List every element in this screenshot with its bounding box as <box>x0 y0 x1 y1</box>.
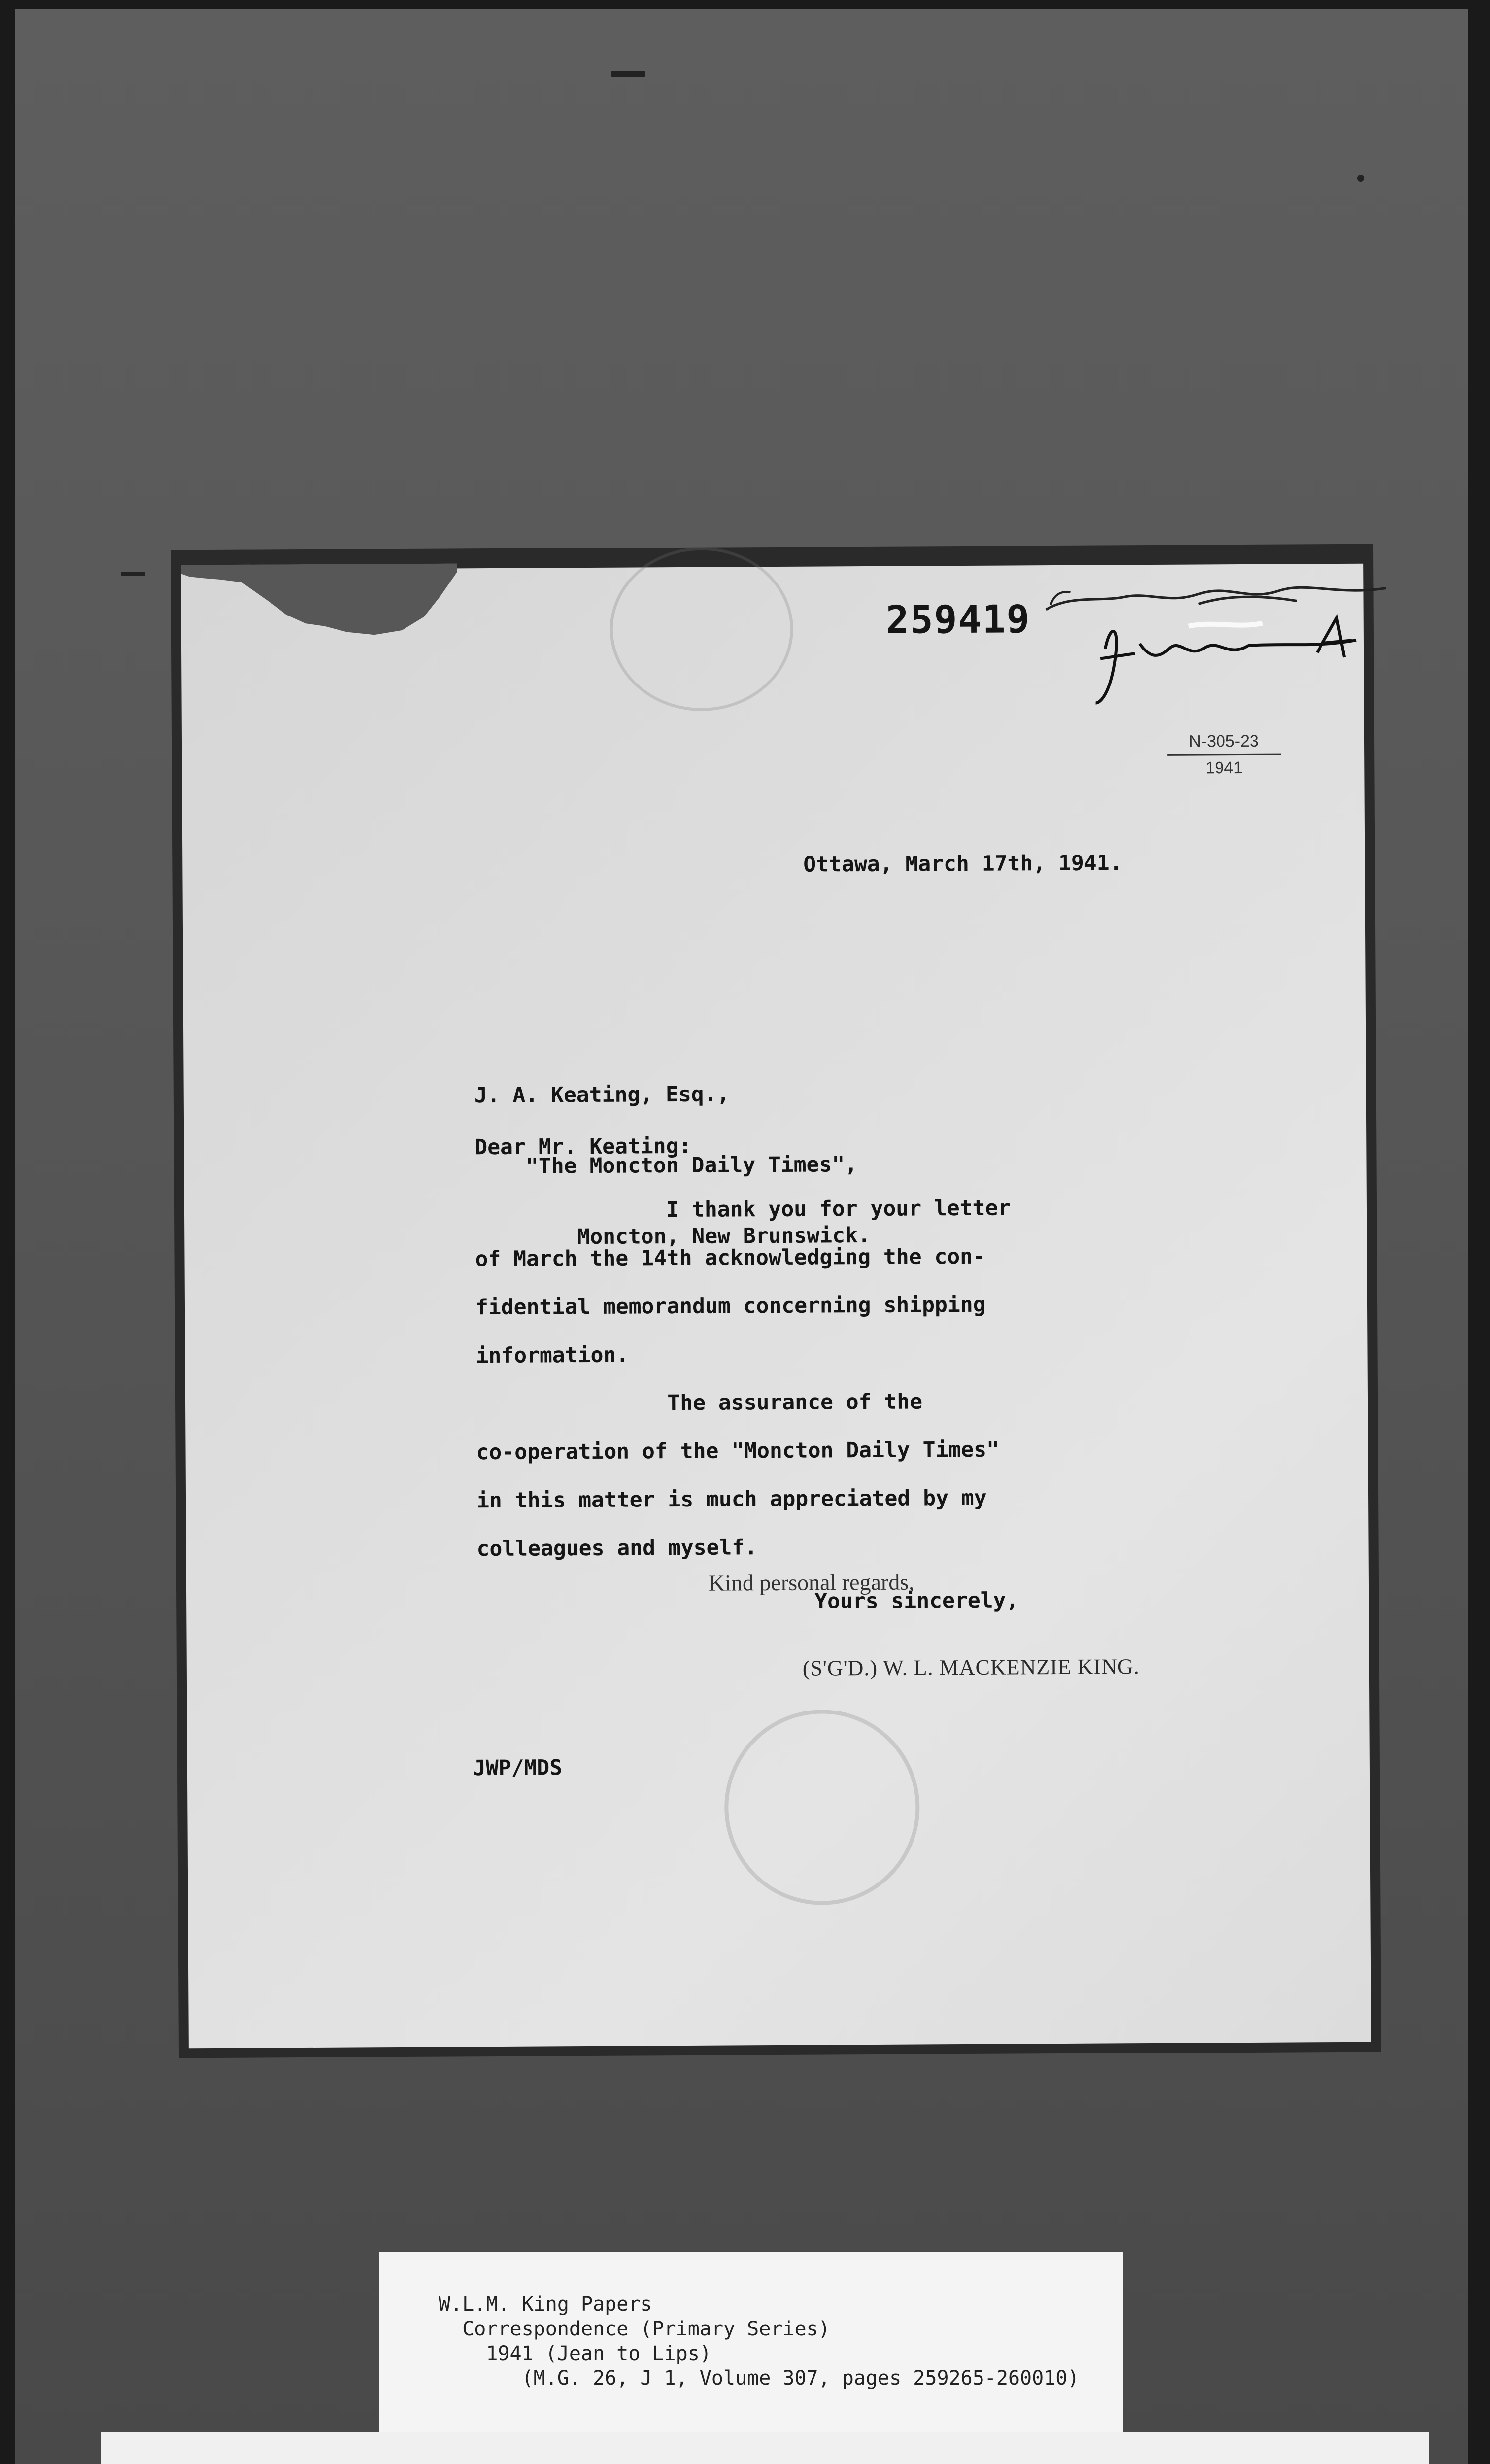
address-line: J. A. Keating, Esq., <box>474 1082 730 1108</box>
address-line: Moncton, New Brunswick. <box>475 1223 871 1250</box>
body-line: The assurance of the <box>475 1389 923 1417</box>
catalog-line: Correspondence (Primary Series) <box>439 2318 830 2340</box>
body-line: fidential memorandum concerning shipping <box>475 1292 986 1320</box>
file-reference-year: 1941 <box>1205 758 1243 778</box>
letter-page <box>181 564 1371 2049</box>
typist-initials: JWP/MDS <box>473 1755 563 1781</box>
catalog-card <box>379 2252 1123 2434</box>
body-line: co-operation of the "Moncton Daily Times" <box>476 1437 1000 1465</box>
signature-stamp: (S'G'D.) W. L. MACKENZIE KING. <box>802 1654 1140 1680</box>
document-number: 259419 <box>885 597 1031 643</box>
faint-seal-stamp <box>610 547 794 712</box>
handwritten-annotation <box>1041 573 1396 743</box>
torn-corner <box>181 563 458 713</box>
catalog-line: (M.G. 26, J 1, Volume 307, pages 259265-260010) <box>439 2367 1080 2390</box>
archives-plaque <box>101 2432 1429 2464</box>
catalog-line: W.L.M. King Papers <box>439 2293 652 2316</box>
body-line: I thank you for your letter <box>474 1196 1011 1224</box>
letter-closing: Yours sincerely, <box>814 1588 1019 1614</box>
letter-salutation: Dear Mr. Keating: <box>474 1133 692 1160</box>
body-line: in this matter is much appreciated by my <box>476 1485 987 1513</box>
body-line: colleagues and myself. <box>476 1535 758 1562</box>
corner-mark <box>611 71 645 77</box>
closing-regards: Kind personal regards, <box>708 1569 914 1596</box>
corner-mark <box>1357 175 1364 182</box>
file-reference <box>1167 732 1281 778</box>
letter-body <box>475 1183 1191 1574</box>
corner-mark <box>121 572 145 576</box>
body-line: of March the 14th acknowledging the con- <box>475 1244 986 1272</box>
file-reference-divider <box>1167 754 1281 756</box>
letter-dateline: Ottawa, March 17th, 1941. <box>803 851 1122 877</box>
body-line: information. <box>475 1342 629 1369</box>
file-reference-number: N-305-23 <box>1189 731 1259 751</box>
catalog-line: 1941 (Jean to Lips) <box>439 2342 711 2365</box>
address-line: "The Moncton Daily Times", <box>474 1152 858 1179</box>
faint-seal-stamp <box>724 1709 920 1905</box>
